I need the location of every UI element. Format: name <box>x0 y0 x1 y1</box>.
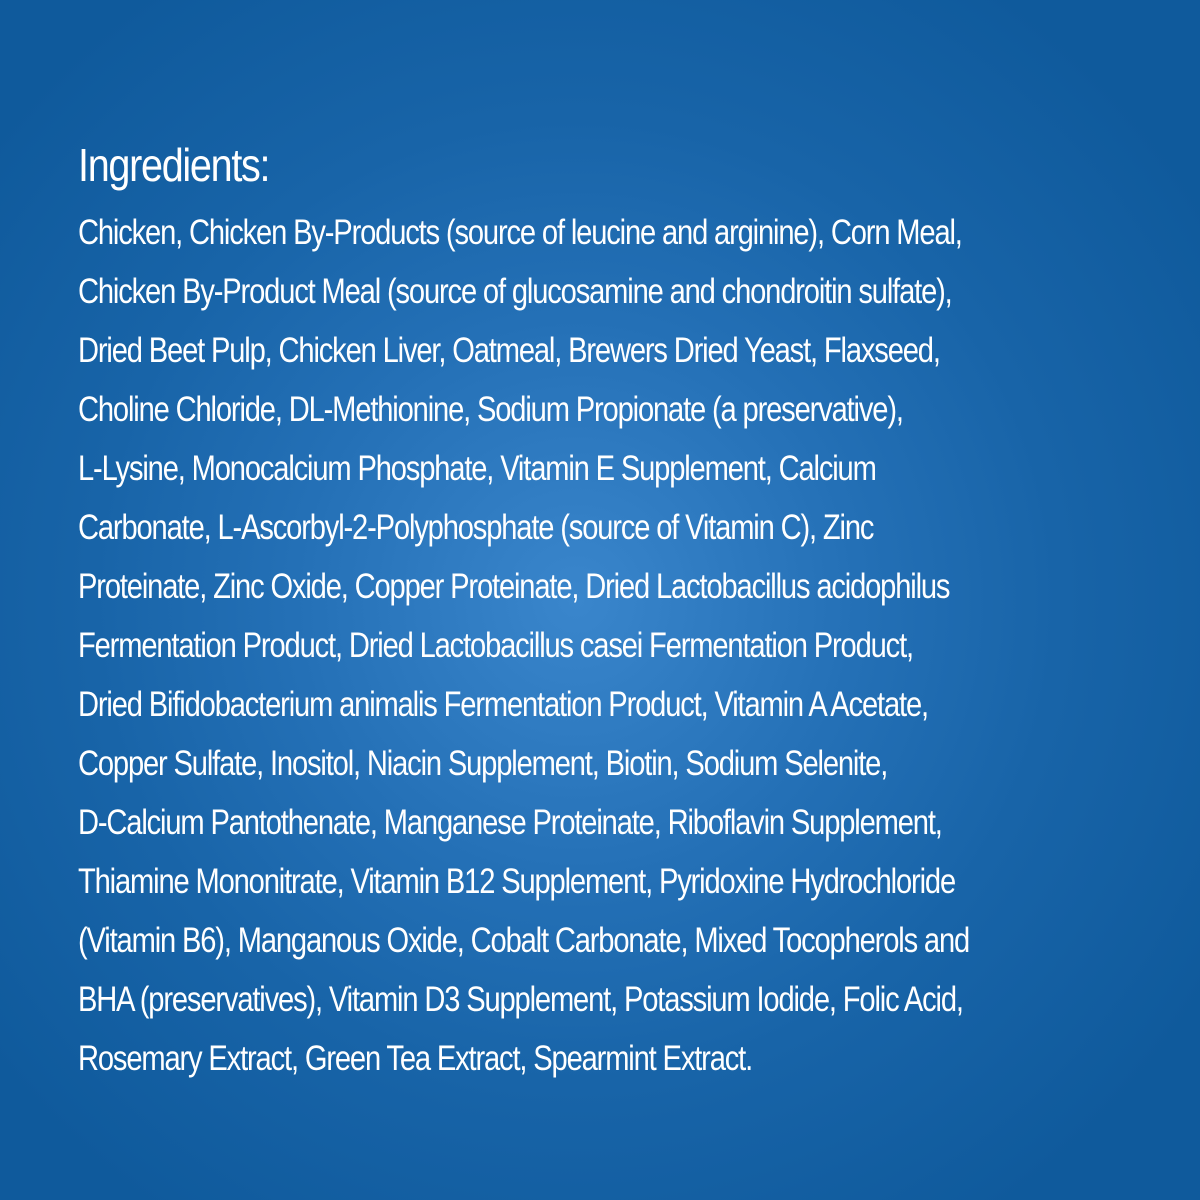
ingredients-line: BHA (preservatives), Vitamin D3 Supplement, Potassium Iodide, Folic Acid, <box>78 979 963 1020</box>
ingredients-line: Dried Beet Pulp, Chicken Liver, Oatmeal, Brewers Dried Yeast, Flaxseed, <box>78 330 940 371</box>
ingredients-line: Dried Bifidobacterium animalis Fermentation Product, Vitamin A Acetate, <box>78 684 928 725</box>
ingredients-line: (Vitamin B6), Manganous Oxide, Cobalt Carbonate, Mixed Tocopherols and <box>78 920 970 961</box>
ingredients-line: Chicken, Chicken By-Products (source of leucine and arginine), Corn Meal, <box>78 212 962 253</box>
ingredients-line: Chicken By-Product Meal (source of glucosamine and chondroitin sulfate), <box>78 271 952 312</box>
ingredients-heading: Ingredients: <box>78 139 270 191</box>
ingredients-line: Copper Sulfate, Inositol, Niacin Supplement, Biotin, Sodium Selenite, <box>78 743 888 784</box>
ingredients-line: Fermentation Product, Dried Lactobacillus casei Fermentation Product, <box>78 625 913 666</box>
ingredients-line: Choline Chloride, DL-Methionine, Sodium Propionate (a preservative), <box>78 389 903 430</box>
ingredients-line: Carbonate, L-Ascorbyl-2-Polyphosphate (source of Vitamin C), Zinc <box>78 507 874 548</box>
ingredients-line: Thiamine Mononitrate, Vitamin B12 Supplement, Pyridoxine Hydrochloride <box>78 861 955 902</box>
ingredients-list <box>78 203 1138 1088</box>
ingredients-line: Rosemary Extract, Green Tea Extract, Spearmint Extract. <box>78 1038 753 1079</box>
ingredients-panel <box>78 138 1138 1088</box>
ingredients-line: L-Lysine, Monocalcium Phosphate, Vitamin E Supplement, Calcium <box>78 448 876 489</box>
ingredients-line: Proteinate, Zinc Oxide, Copper Proteinate, Dried Lactobacillus acidophilus <box>78 566 950 607</box>
ingredients-line: D-Calcium Pantothenate, Manganese Proteinate, Riboflavin Supplement, <box>78 802 942 843</box>
